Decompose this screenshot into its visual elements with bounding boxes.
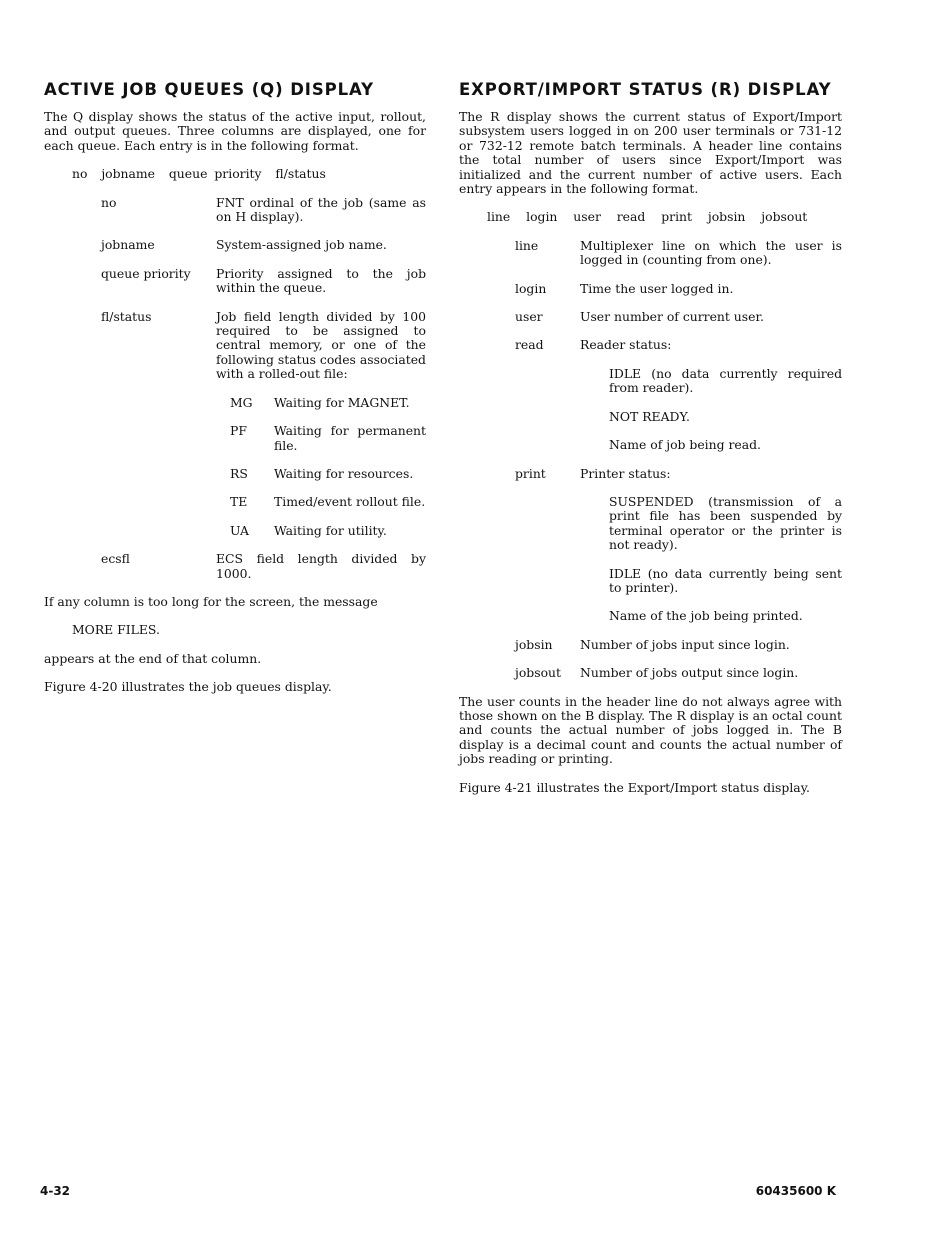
printer-status-job-name: Name of the job being printed. <box>609 608 803 624</box>
r-entry-format: line login user read print jobsin jobsout <box>487 209 808 225</box>
field-definition: Printer status: <box>580 465 671 481</box>
field-definition: ECS field length divided by 1000. <box>216 551 426 581</box>
field-definition: Time the user logged in. <box>580 280 734 296</box>
q-display-intro: The Q display shows the status of the active input, rollout, and output queues. Three columns are displayed, one for each queue. Each entry is in the following format. <box>44 109 426 153</box>
printer-status-suspended: SUSPENDED (transmission of a print file has been suspended by terminal operator or the printer is not ready). <box>609 493 842 553</box>
r-display-heading: EXPORT/IMPORT STATUS (R) DISPLAY <box>459 80 832 99</box>
field-term: print <box>515 465 546 481</box>
reader-status-idle: IDLE (no data currently required from reader). <box>609 365 842 396</box>
r-display-intro: The R display shows the current status of Export/Import subsystem users logged in on 200 user terminals or 731-12 or 732-12 remote batch terminals. A header line contains the total number of users since Export/Import was initialized and the current number of active users. Each entry appears in the following format. <box>459 109 842 197</box>
left-column <box>44 80 426 709</box>
status-code-definition: Waiting for utility. <box>274 522 387 538</box>
status-code: UA <box>230 522 250 538</box>
field-term: jobname <box>101 237 155 253</box>
status-code-rs <box>44 467 426 481</box>
q-field-no <box>44 196 426 225</box>
after-message-text: appears at the end of that column. <box>44 650 262 666</box>
figure-4-21-reference: Figure 4-21 illustrates the Export/Import status display. <box>459 779 810 795</box>
field-definition: Number of jobs output since login. <box>580 665 799 681</box>
q-entry-format: no jobname queue priority fl/status <box>72 166 326 182</box>
field-term: fl/status <box>101 308 152 324</box>
status-code: MG <box>230 394 253 410</box>
status-code-pf <box>44 424 426 453</box>
field-definition: System-assigned job name. <box>216 237 387 253</box>
field-definition: Multiplexer line on which the user is logged in (counting from one). <box>580 237 842 268</box>
overflow-text: If any column is too long for the screen, the message <box>44 593 378 609</box>
reader-status-job-name: Name of job being read. <box>609 437 761 453</box>
status-code: TE <box>230 494 248 510</box>
r-field-print <box>459 467 842 481</box>
field-term: ecsfl <box>101 551 130 567</box>
r-field-read <box>459 338 842 352</box>
field-definition: Number of jobs input since login. <box>580 636 790 652</box>
field-term: user <box>515 309 543 325</box>
field-term: no <box>101 194 117 210</box>
status-code-definition: Timed/event rollout file. <box>274 494 426 510</box>
q-display-heading: ACTIVE JOB QUEUES (Q) DISPLAY <box>44 80 374 99</box>
q-field-ecsfl <box>44 552 426 581</box>
field-definition: Reader status: <box>580 337 672 353</box>
field-definition: User number of current user. <box>580 309 764 325</box>
status-code-te <box>44 495 426 509</box>
status-code-mg <box>44 396 426 410</box>
status-code-ua <box>44 524 426 538</box>
r-field-user <box>459 310 842 324</box>
r-field-login <box>459 282 842 296</box>
field-term: jobsout <box>515 665 562 681</box>
page-number: 4-32 <box>40 1184 71 1198</box>
field-definition: FNT ordinal of the job (same as on H display). <box>216 194 426 225</box>
right-column <box>459 80 842 809</box>
status-code-definition: Waiting for resources. <box>274 465 414 481</box>
printer-status-idle: IDLE (no data currently being sent to printer). <box>609 565 842 595</box>
status-code: PF <box>230 423 247 439</box>
field-definition: Job field length divided by 100 required to be assigned to central memory, or one of the following status codes associated with a rolled-out file: <box>216 308 426 382</box>
field-term: login <box>515 280 547 296</box>
field-definition: Priority assigned to the job within the queue. <box>216 265 426 296</box>
q-field-fl-status <box>44 310 426 382</box>
status-code-definition: Waiting for MAGNET. <box>274 394 410 410</box>
field-term: line <box>515 237 539 253</box>
q-field-queue-priority <box>44 267 426 296</box>
status-code: RS <box>230 465 248 481</box>
r-field-jobsin <box>459 638 842 652</box>
r-field-line <box>459 239 842 268</box>
r-field-jobsout <box>459 666 842 680</box>
field-term: queue priority <box>101 265 191 281</box>
more-files-message: MORE FILES. <box>72 622 160 638</box>
document-number: 60435600 K <box>755 1184 836 1198</box>
reader-status-not-ready: NOT READY. <box>609 408 690 424</box>
field-term: read <box>515 337 544 353</box>
status-code-definition: Waiting for permanent file. <box>274 423 426 453</box>
figure-4-20-reference: Figure 4-20 illustrates the job queues display. <box>44 679 332 695</box>
user-count-note: The user counts in the header line do not always agree with those shown on the B display. The R display is an octal count and counts the actual number of jobs logged in. The B display is a decimal count and counts the actual number of jobs reading or printing. <box>459 693 842 767</box>
q-field-jobname <box>44 238 426 252</box>
field-term: jobsin <box>515 636 553 652</box>
